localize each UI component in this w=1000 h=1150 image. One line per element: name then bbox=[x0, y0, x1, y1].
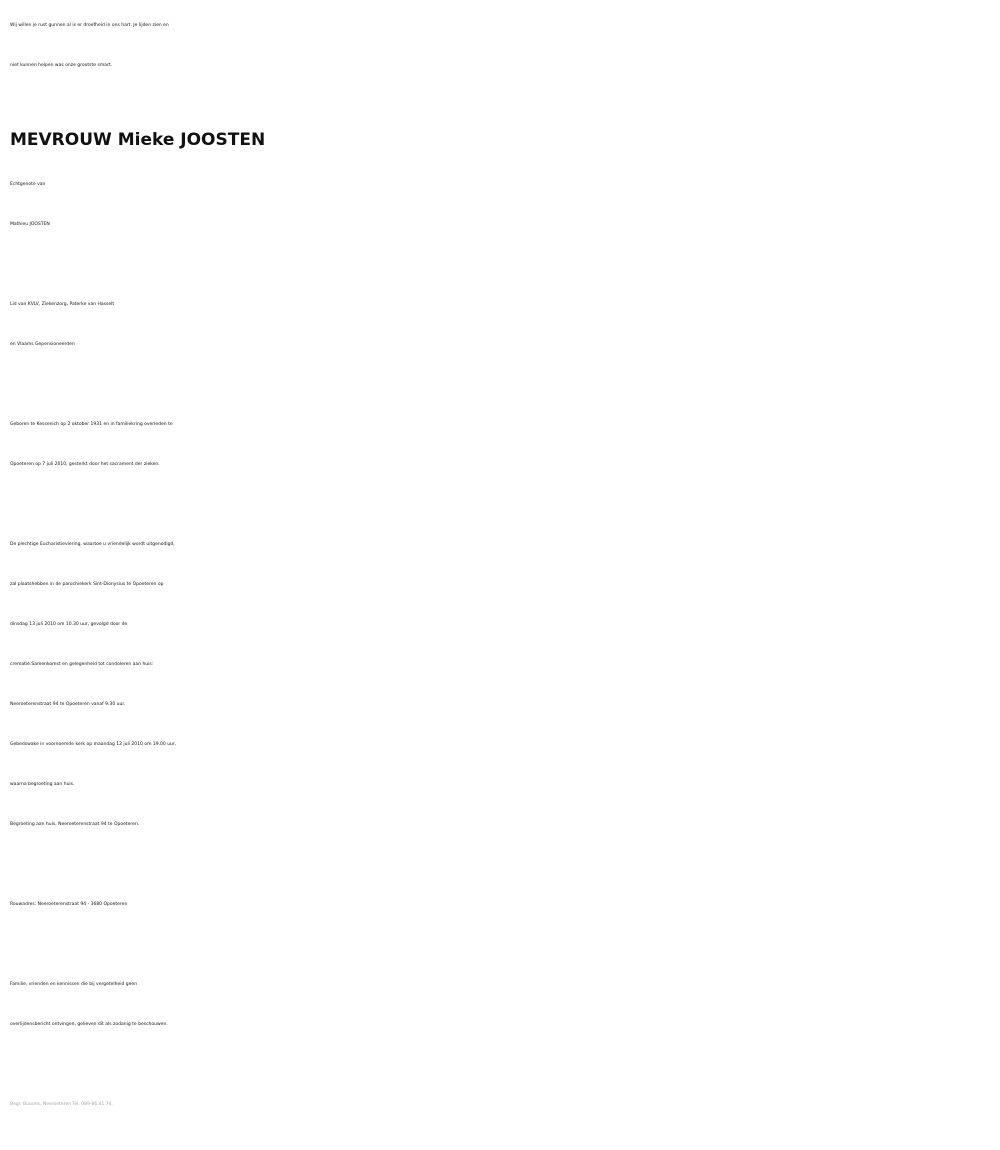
ceremony-line: waarna begroeting aan huis. bbox=[10, 782, 75, 787]
birth-death-line: Opoeteren op 7 juli 2010, gesterkt door het sacrament der zieken. bbox=[10, 462, 160, 467]
ceremony-line: Neeroeterenstraat 94 te Opoeteren vanaf 9.30 uur. bbox=[10, 702, 126, 707]
family-notice-line: overlijdensbericht ontvingen, gelieven dit als zodanig te beschouwen. bbox=[10, 1022, 168, 1027]
ceremony-line: crematie.Samenkomst en gelegenheid tot condoleren aan huis: bbox=[10, 662, 154, 667]
intro-line: Wij willen je rust gunnen al is er droefheid in ons hart. Je lijden zien en bbox=[10, 23, 169, 28]
spouse-label: Echtgenote van bbox=[10, 182, 46, 187]
obituary-notice bbox=[10, 6, 995, 1125]
membership-line: Lid van KVLV, Ziekenzorg, Paterke van Hasselt bbox=[10, 302, 115, 307]
spouse-block bbox=[10, 165, 995, 245]
birth-death-block bbox=[10, 405, 995, 485]
birth-death-line: Geboren te Kessenich op 2 oktober 1931 en in familiekring overleden te bbox=[10, 422, 173, 427]
deceased-name: MEVROUW Mieke JOOSTEN bbox=[10, 130, 266, 150]
spouse-name: Mathieu JOOSTEN bbox=[10, 222, 50, 227]
ceremony-line: Begroeting aan huis, Neeroeterenstraat 94 te Opoeteren. bbox=[10, 822, 140, 827]
family-notice-block bbox=[10, 965, 995, 1045]
funeral-director-footer: Begr. Bussels, Neeroeteren Tel. 089-86.41.74. bbox=[10, 1102, 113, 1107]
membership-line: en Vlaams Gepensioneerden bbox=[10, 342, 75, 347]
intro-verse bbox=[10, 6, 995, 86]
ceremony-line: De plechtige Eucharistieviering, waartoe u vriendelijk wordt uitgenodigd, bbox=[10, 542, 175, 547]
ceremony-line: Gebedswake in voornoemde kerk op maandag 12 juli 2010 om 19.00 uur, bbox=[10, 742, 177, 747]
intro-line: niet kunnen helpen was onze grootste smart. bbox=[10, 63, 113, 68]
family-notice-line: Familie, vrienden en kennissen die bij vergetelheid geen bbox=[10, 982, 138, 987]
ceremony-line: dinsdag 13 juli 2010 om 10.30 uur, gevolgd door de bbox=[10, 622, 128, 627]
mourning-address: Rouwadres: Neeroeterenstraat 94 - 3680 Opoeteren bbox=[10, 902, 128, 907]
ceremony-line: zal plaatshebben in de parochiekerk Sint-Dionysius te Opoeteren op bbox=[10, 582, 164, 587]
ceremony-block bbox=[10, 525, 995, 845]
membership-block bbox=[10, 285, 995, 365]
